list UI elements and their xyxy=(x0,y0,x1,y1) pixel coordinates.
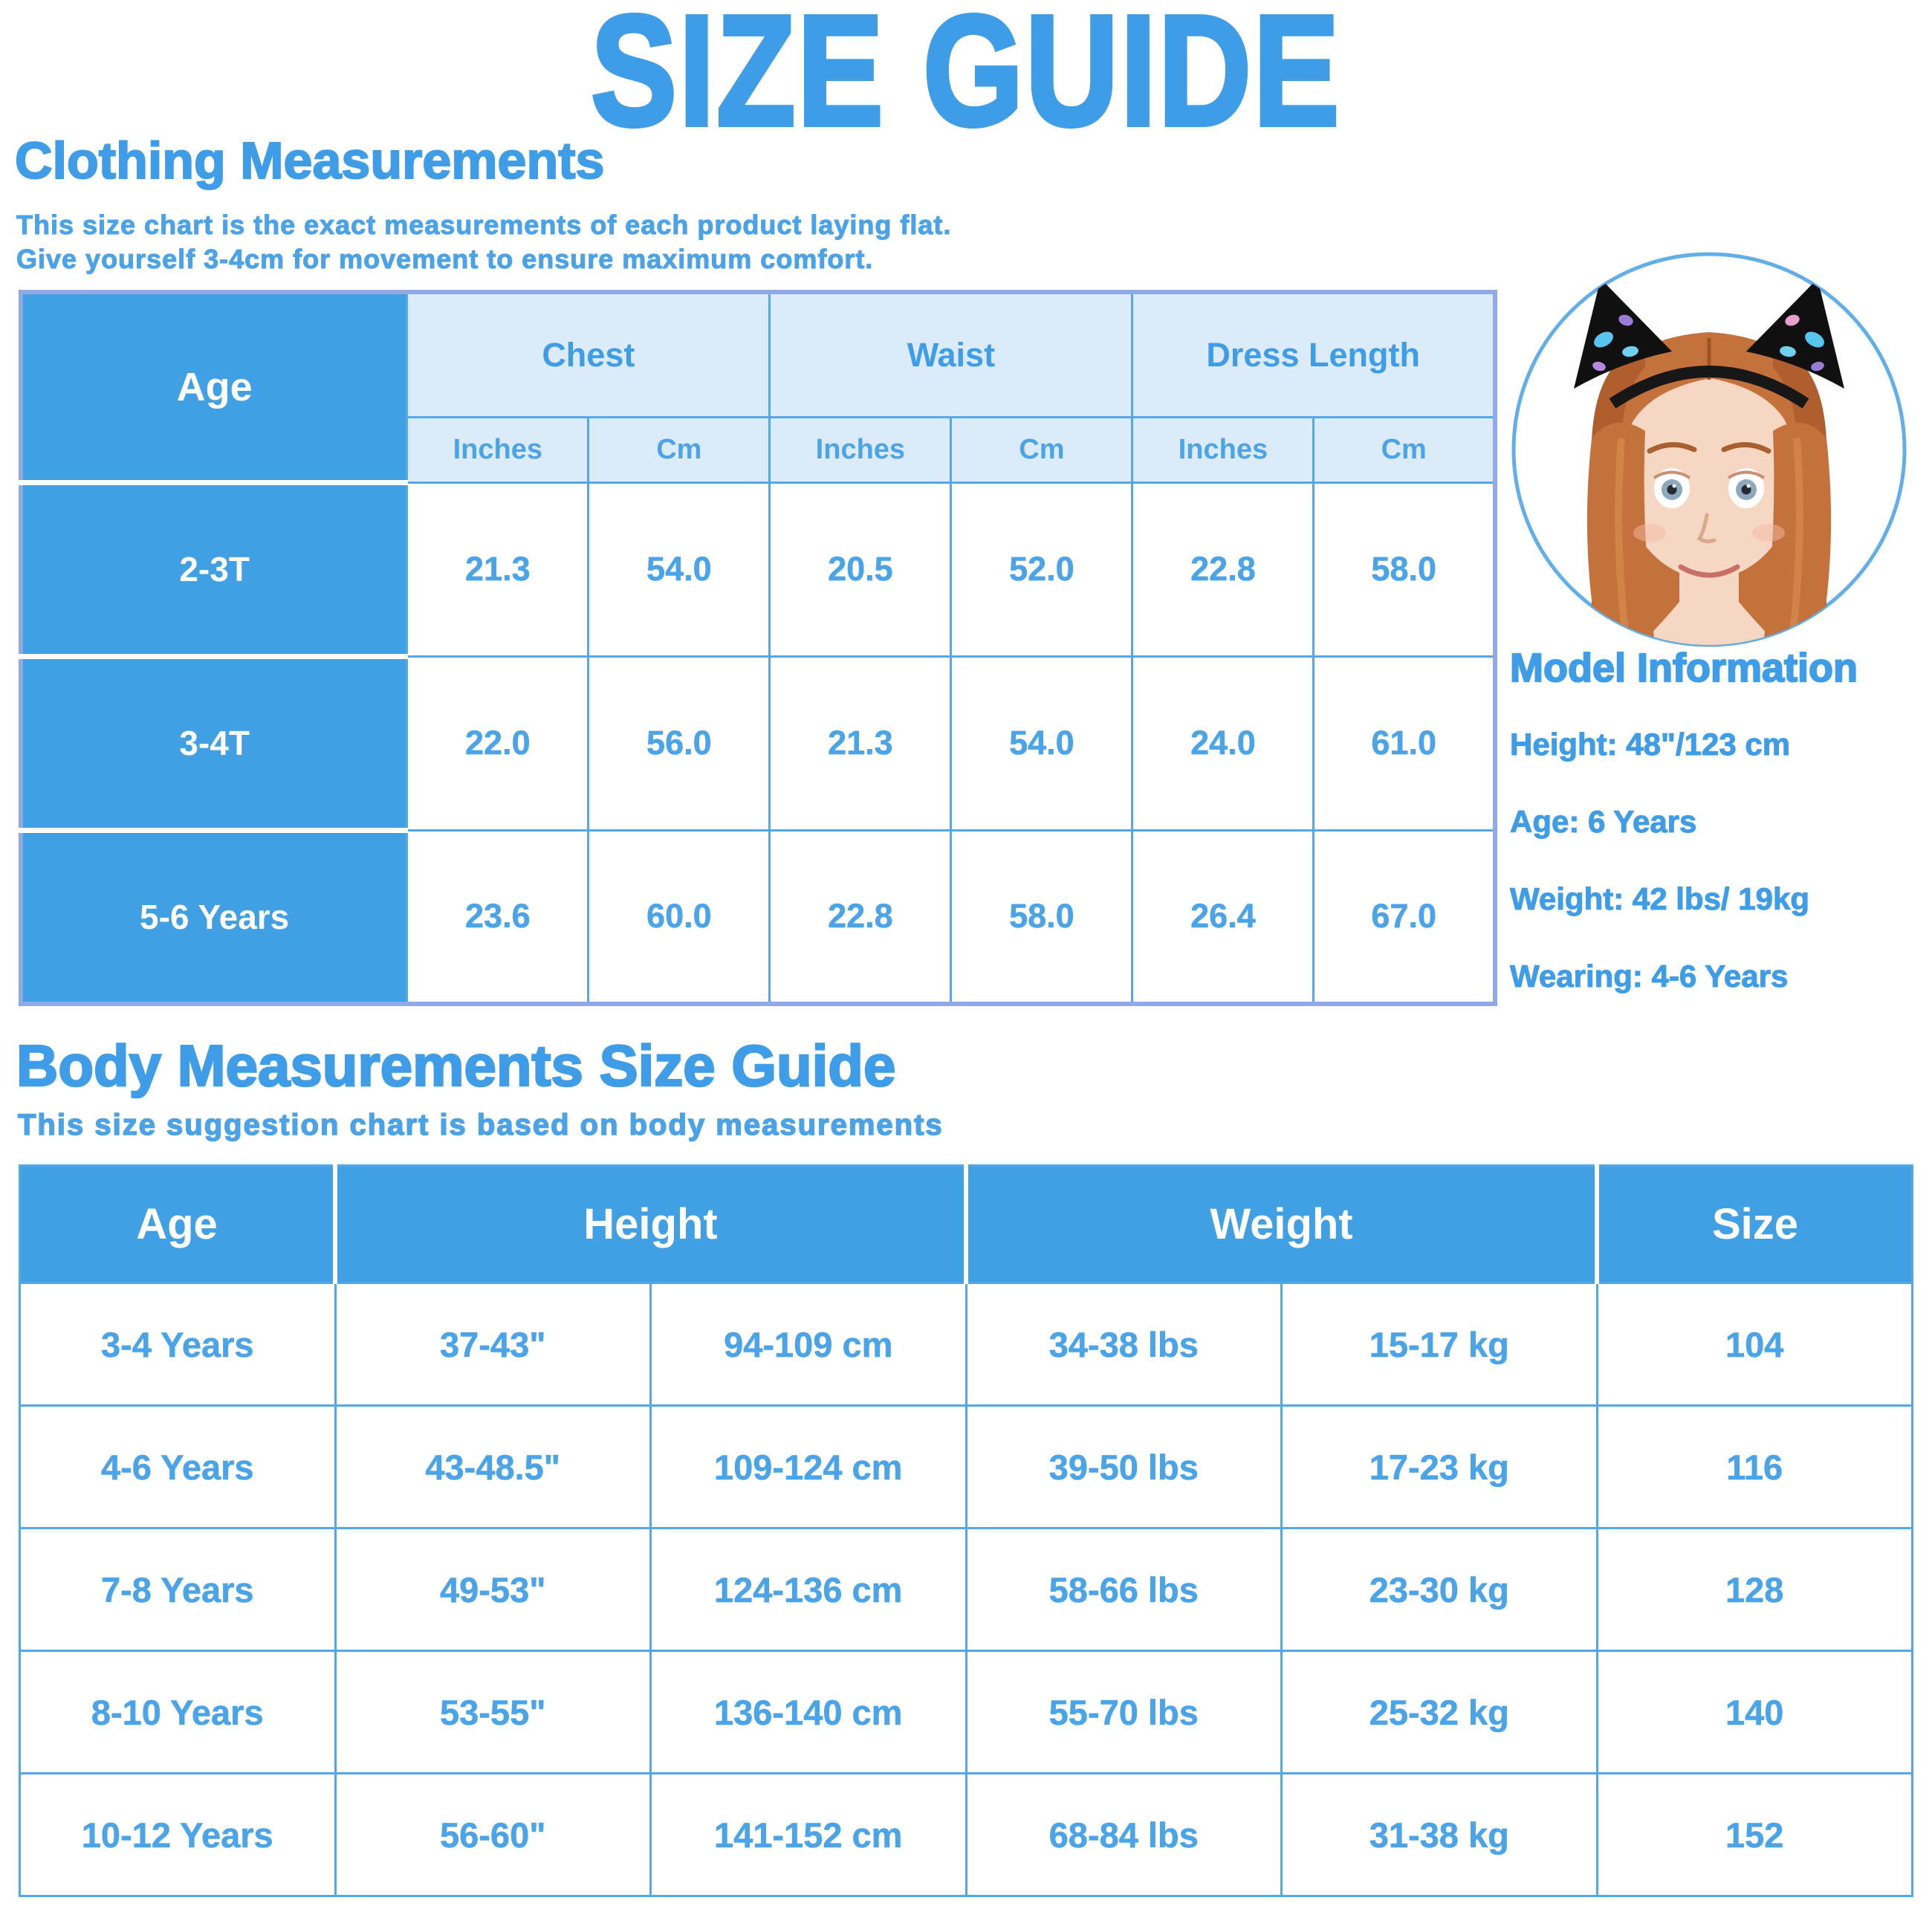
girl-cat-ears-illustration xyxy=(1508,249,1910,650)
col-header-dress-length: Dress Length xyxy=(1132,292,1495,417)
cell-height-inches: 37-43" xyxy=(335,1283,651,1406)
model-information xyxy=(1510,648,1926,1038)
cell-weight-lbs: 34-38 lbs xyxy=(966,1283,1282,1406)
cell-height-cm: 136-140 cm xyxy=(651,1651,967,1774)
model-age: Age: 6 Years xyxy=(1510,804,1697,839)
clothing-subtitle-line2: Give yourself 3-4cm for movement to ensure maximum comfort. xyxy=(16,244,874,275)
cell-weight-kg: 17-23 kg xyxy=(1282,1406,1598,1529)
unit-header-dress-cm: Cm xyxy=(1314,417,1495,482)
cell-age: 3-4 Years xyxy=(20,1283,336,1406)
table-row-4-6-years xyxy=(20,1406,1913,1529)
clothing-measurements-heading: Clothing Measurements xyxy=(15,132,605,189)
table-row-8-10-years xyxy=(20,1651,1913,1774)
cell-dress-inches: 26.4 xyxy=(1132,830,1314,1004)
table-row-10-12-years xyxy=(20,1774,1913,1896)
cell-chest-cm: 54.0 xyxy=(589,482,770,656)
cell-weight-kg: 23-30 kg xyxy=(1282,1529,1598,1651)
cell-age: 7-8 Years xyxy=(20,1529,336,1651)
cell-height-cm: 124-136 cm xyxy=(651,1529,967,1651)
cell-waist-cm: 58.0 xyxy=(951,830,1132,1004)
cell-size: 116 xyxy=(1597,1406,1913,1529)
unit-header-waist-cm: Cm xyxy=(951,417,1132,482)
col-header-height: Height xyxy=(335,1166,966,1283)
model-weight: Weight: 42 lbs/ 19kg xyxy=(1510,881,1809,916)
clothing-measurements-table xyxy=(19,290,1497,1006)
cell-age: 4-6 Years xyxy=(20,1406,336,1529)
unit-header-dress-inches: Inches xyxy=(1132,417,1314,482)
cell-weight-kg: 25-32 kg xyxy=(1282,1651,1598,1774)
page-title: SIZE GUIDE xyxy=(591,0,1341,158)
cell-dress-cm: 58.0 xyxy=(1314,482,1495,656)
cell-dress-inches: 24.0 xyxy=(1132,656,1314,830)
cell-height-inches: 43-48.5" xyxy=(335,1406,651,1529)
col-header-weight: Weight xyxy=(966,1166,1597,1283)
table-row-3-4t xyxy=(21,656,1495,830)
body-measurements-heading: Body Measurements Size Guide xyxy=(16,1033,896,1098)
cell-waist-inches: 22.8 xyxy=(770,830,951,1004)
unit-header-waist-inches: Inches xyxy=(770,417,951,482)
cell-chest-cm: 56.0 xyxy=(589,656,770,830)
row-age-label: 2-3T xyxy=(21,482,407,656)
cell-size: 152 xyxy=(1597,1774,1913,1896)
cell-weight-lbs: 39-50 lbs xyxy=(966,1406,1282,1529)
table-row-3-4-years xyxy=(20,1283,1913,1406)
cell-dress-cm: 61.0 xyxy=(1314,656,1495,830)
table-row-7-8-years xyxy=(20,1529,1913,1651)
cell-waist-inches: 20.5 xyxy=(770,482,951,656)
cell-size: 104 xyxy=(1597,1283,1913,1406)
row-age-label: 5-6 Years xyxy=(21,830,407,1004)
cell-size: 128 xyxy=(1597,1529,1913,1651)
cell-waist-cm: 54.0 xyxy=(951,656,1132,830)
clothing-subtitle xyxy=(16,208,951,276)
cell-age: 8-10 Years xyxy=(20,1651,336,1774)
col-header-chest: Chest xyxy=(407,292,770,417)
cell-chest-inches: 23.6 xyxy=(407,830,589,1004)
cell-height-cm: 141-152 cm xyxy=(651,1774,967,1896)
cell-chest-inches: 21.3 xyxy=(407,482,589,656)
unit-header-chest-inches: Inches xyxy=(407,417,589,482)
col-header-size: Size xyxy=(1597,1166,1913,1283)
cell-height-cm: 109-124 cm xyxy=(651,1406,967,1529)
cell-chest-cm: 60.0 xyxy=(589,830,770,1004)
cell-weight-lbs: 58-66 lbs xyxy=(966,1529,1282,1651)
cell-size: 140 xyxy=(1597,1651,1913,1774)
body-measurements-subtitle: This size suggestion chart is based on body measurements xyxy=(18,1109,944,1141)
table-row-5-6-years xyxy=(21,830,1495,1004)
clothing-subtitle-line1: This size chart is the exact measurements of each product laying flat. xyxy=(16,210,952,240)
cell-height-inches: 53-55" xyxy=(335,1651,651,1774)
cell-height-cm: 94-109 cm xyxy=(651,1283,967,1406)
model-height: Height: 48"/123 cm xyxy=(1510,727,1791,762)
unit-header-chest-cm: Cm xyxy=(589,417,770,482)
cell-height-inches: 56-60" xyxy=(335,1774,651,1896)
cell-dress-inches: 22.8 xyxy=(1132,482,1314,656)
cell-age: 10-12 Years xyxy=(20,1774,336,1896)
cell-waist-cm: 52.0 xyxy=(951,482,1132,656)
col-header-waist: Waist xyxy=(770,292,1132,417)
table-row-2-3t xyxy=(21,482,1495,656)
model-wearing: Wearing: 4-6 Years xyxy=(1510,959,1789,993)
cell-height-inches: 49-53" xyxy=(335,1529,651,1651)
body-table-header-row xyxy=(20,1166,1913,1283)
body-measurements-table xyxy=(19,1164,1913,1897)
cell-dress-cm: 67.0 xyxy=(1314,830,1495,1004)
clothing-table-header-row xyxy=(21,292,1495,417)
model-information-heading: Model Information xyxy=(1510,646,1858,690)
model-photo xyxy=(1508,249,1910,650)
row-age-label: 3-4T xyxy=(21,656,407,830)
col-header-age: Age xyxy=(21,292,407,482)
cell-weight-kg: 31-38 kg xyxy=(1282,1774,1598,1896)
cell-weight-lbs: 55-70 lbs xyxy=(966,1651,1282,1774)
col-header-age: Age xyxy=(20,1166,336,1283)
cell-weight-kg: 15-17 kg xyxy=(1282,1283,1598,1406)
cell-weight-lbs: 68-84 lbs xyxy=(966,1774,1282,1896)
cell-waist-inches: 21.3 xyxy=(770,656,951,830)
cell-chest-inches: 22.0 xyxy=(407,656,589,830)
